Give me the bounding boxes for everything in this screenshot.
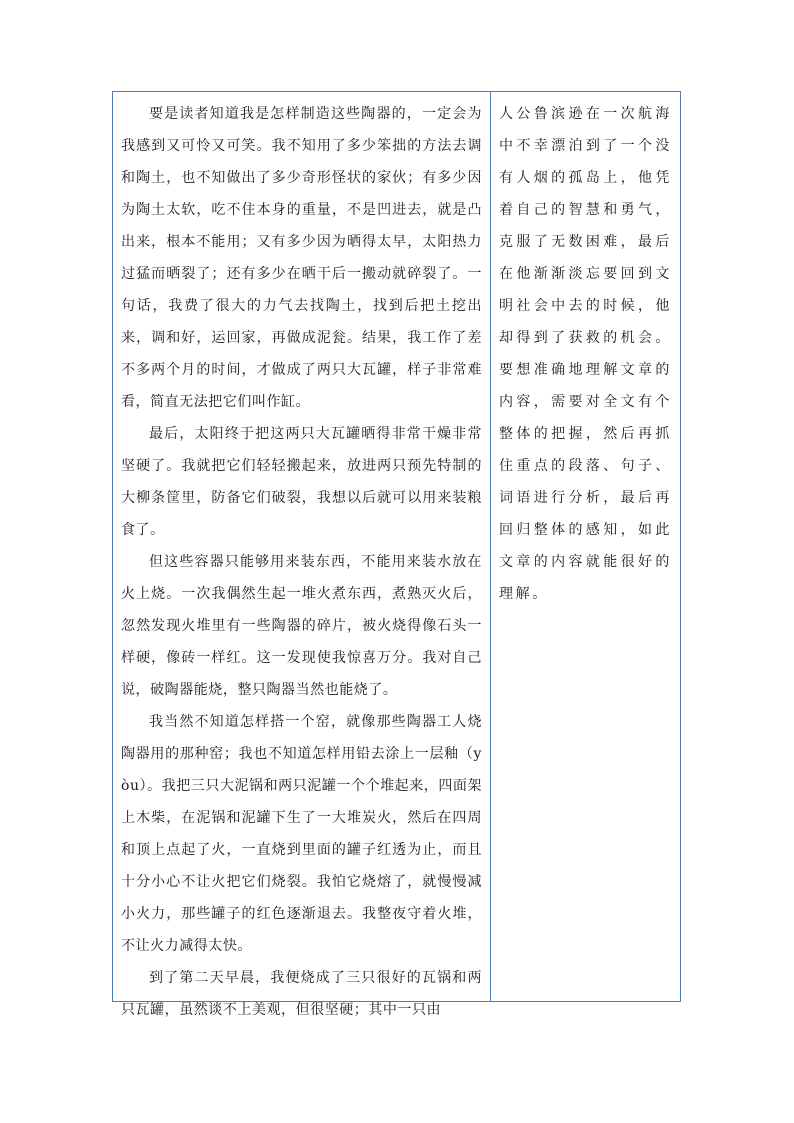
- main-text-column: [113, 92, 491, 1018]
- paragraph-3: 但这些容器只能够用来装东西，不能用来装水放在火上烧。一次我偶然生起一堆火煮东西，煮熟灭火后，忽然发现火堆里有一些陶器的碎片，被火烧得像石头一样硬，像砖一样红。这一发现使我惊喜万分。我对自己说，破陶器能烧，整只陶器当然也能烧了。: [121, 554, 482, 698]
- content-table: [112, 91, 681, 1018]
- paragraph-4: 我当然不知道怎样搭一个窑，就像那些陶器工人烧陶器用的那种窑；我也不知道怎样用铅去涂上一层釉（yòu）。我把三只大泥锅和两只泥罐一个个堆起来，四面架上木柴，在泥锅和泥罐下生了一大堆炭火，然后在四周和顶上点起了火，一直烧到里面的罐子红透为止，而且十分小心不让火把它们烧裂。我怕它烧熔了，就慢慢减小火力，那些罐子的红色逐渐退去。我整夜守着火堆，不让火力减得太快。: [121, 714, 482, 954]
- paragraph-2: 最后，太阳终于把这两只大瓦罐晒得非常干燥非常坚硬了。我就把它们轻轻搬起来，放进两只预先特制的大柳条筐里，防备它们破裂，我想以后就可以用来装粮食了。: [121, 426, 482, 538]
- annotation-text: 人公鲁滨逊在一次航海中不幸漂泊到了一个没有人烟的孤岛上，他凭着自己的智慧和勇气，克服了无数困难，最后在他渐渐淡忘要回到文明社会中去的时候，他却得到了获救的机会。要想准确地理解文章的内容，需要对全文有个整体的把握，然后再抓住重点的段落、句子、词语进行分析，最后再回归整体的感知，如此文章的内容就能很好的理解。: [499, 106, 672, 602]
- annotation-column: [491, 92, 680, 1001]
- paragraph-1: 要是读者知道我是怎样制造这些陶器的，一定会为我感到又可怜又可笑。我不知用了多少笨拙的方法去调和陶土，也不知做出了多少奇形怪状的家伙；有多少因为陶土太软，吃不住本身的重量，不是凹进去，就是凸出来，根本不能用；又有多少因为晒得太早，太阳热力过猛而晒裂了；还有多少在晒干后一搬动就碎裂了。一句话，我费了很大的力气去找陶土，找到后把土挖出来，调和好，运回家，再做成泥瓮。结果，我工作了差不多两个月的时间，才做成了两只大瓦罐，样子非常难看，简直无法把它们叫作缸。: [121, 106, 482, 410]
- paragraph-5: 到了第二天早晨，我便烧成了三只很好的瓦锅和两只瓦罐，虽然谈不上美观，但很坚硬；其中一只由: [121, 970, 482, 1018]
